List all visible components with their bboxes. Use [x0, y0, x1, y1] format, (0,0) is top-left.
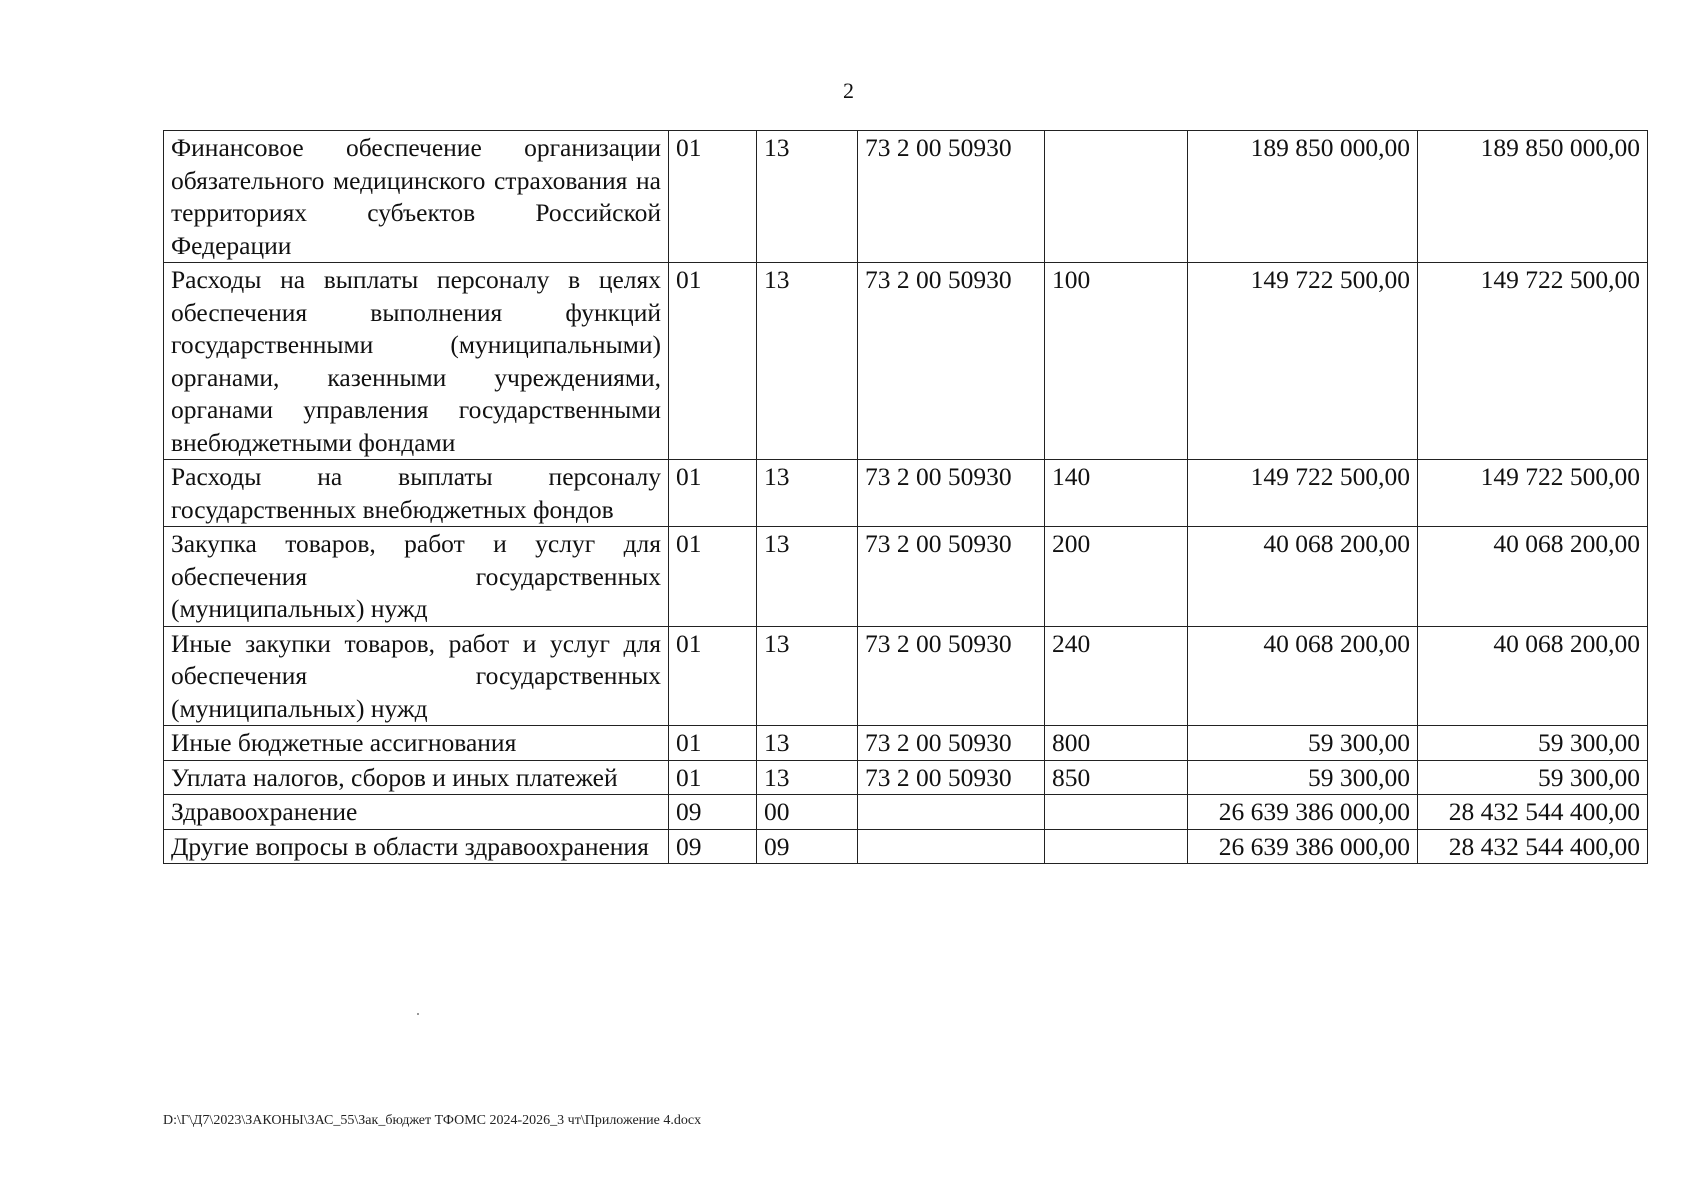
section-code: 09 [669, 795, 757, 830]
target-article-code: 73 2 00 50930 [858, 626, 1045, 726]
amount-year-1: 59 300,00 [1188, 726, 1418, 761]
subsection-code: 13 [757, 760, 858, 795]
expense-type-code [1045, 829, 1188, 864]
section-code: 01 [669, 726, 757, 761]
amount-year-1: 40 068 200,00 [1188, 527, 1418, 627]
target-article-code: 73 2 00 50930 [858, 527, 1045, 627]
amount-year-2: 149 722 500,00 [1418, 263, 1648, 460]
subsection-code: 13 [757, 263, 858, 460]
row-name: Уплата налогов, сборов и иных платежей [164, 760, 669, 795]
amount-year-2: 40 068 200,00 [1418, 527, 1648, 627]
table-row [164, 131, 1648, 263]
row-name: Финансовое обеспечение организации обязательного медицинского страхования на территориях субъектов Российской Федерации [164, 131, 669, 263]
expense-type-code: 850 [1045, 760, 1188, 795]
expense-type-code: 240 [1045, 626, 1188, 726]
amount-year-2: 189 850 000,00 [1418, 131, 1648, 263]
subsection-code: 00 [757, 795, 858, 830]
table-row [164, 829, 1648, 864]
expense-type-code: 100 [1045, 263, 1188, 460]
amount-year-2: 59 300,00 [1418, 760, 1648, 795]
amount-year-2: 59 300,00 [1418, 726, 1648, 761]
expense-type-code: 200 [1045, 527, 1188, 627]
section-code: 01 [669, 263, 757, 460]
subsection-code: 13 [757, 460, 858, 527]
page-number: 2 [843, 78, 854, 103]
expense-type-code: 140 [1045, 460, 1188, 527]
table-row [164, 795, 1648, 830]
table-row [164, 726, 1648, 761]
row-name: Расходы на выплаты персоналу в целях обеспечения выполнения функций государственными (муниципальными) органами, казенными учреждениями, органами управления государственными внебюджетными фондами [164, 263, 669, 460]
section-code: 09 [669, 829, 757, 864]
target-article-code: 73 2 00 50930 [858, 460, 1045, 527]
section-code: 01 [669, 131, 757, 263]
section-code: 01 [669, 760, 757, 795]
scan-speck [417, 1013, 419, 1015]
target-article-code: 73 2 00 50930 [858, 760, 1045, 795]
subsection-code: 13 [757, 726, 858, 761]
row-name: Закупка товаров, работ и услуг для обеспечения государственных (муниципальных) нужд [164, 527, 669, 627]
amount-year-1: 26 639 386 000,00 [1188, 795, 1418, 830]
amount-year-1: 59 300,00 [1188, 760, 1418, 795]
subsection-code: 09 [757, 829, 858, 864]
table-row [164, 527, 1648, 627]
expense-type-code [1045, 131, 1188, 263]
row-name: Расходы на выплаты персоналу государственных внебюджетных фондов [164, 460, 669, 527]
budget-table-body [164, 131, 1648, 864]
target-article-code: 73 2 00 50930 [858, 263, 1045, 460]
amount-year-2: 28 432 544 400,00 [1418, 829, 1648, 864]
row-name: Иные закупки товаров, работ и услуг для обеспечения государственных (муниципальных) нужд [164, 626, 669, 726]
table-row [164, 263, 1648, 460]
subsection-code: 13 [757, 527, 858, 627]
target-article-code [858, 829, 1045, 864]
subsection-code: 13 [757, 131, 858, 263]
section-code: 01 [669, 460, 757, 527]
section-code: 01 [669, 626, 757, 726]
table-row [164, 760, 1648, 795]
table-row [164, 460, 1648, 527]
amount-year-1: 40 068 200,00 [1188, 626, 1418, 726]
amount-year-1: 149 722 500,00 [1188, 263, 1418, 460]
budget-table [163, 130, 1648, 864]
expense-type-code: 800 [1045, 726, 1188, 761]
file-path-footer: D:\Г\Д7\2023\ЗАКОНЫ\ЗАС_55\Зак_бюджет ТФОМС 2024-2026_3 чт\Приложение 4.docx [163, 1113, 702, 1128]
target-article-code: 73 2 00 50930 [858, 131, 1045, 263]
expense-type-code [1045, 795, 1188, 830]
table-row [164, 626, 1648, 726]
target-article-code [858, 795, 1045, 830]
row-name: Иные бюджетные ассигнования [164, 726, 669, 761]
amount-year-1: 149 722 500,00 [1188, 460, 1418, 527]
amount-year-1: 26 639 386 000,00 [1188, 829, 1418, 864]
subsection-code: 13 [757, 626, 858, 726]
amount-year-2: 40 068 200,00 [1418, 626, 1648, 726]
target-article-code: 73 2 00 50930 [858, 726, 1045, 761]
amount-year-1: 189 850 000,00 [1188, 131, 1418, 263]
section-code: 01 [669, 527, 757, 627]
row-name: Здравоохранение [164, 795, 669, 830]
amount-year-2: 149 722 500,00 [1418, 460, 1648, 527]
row-name: Другие вопросы в области здравоохранения [164, 829, 669, 864]
amount-year-2: 28 432 544 400,00 [1418, 795, 1648, 830]
